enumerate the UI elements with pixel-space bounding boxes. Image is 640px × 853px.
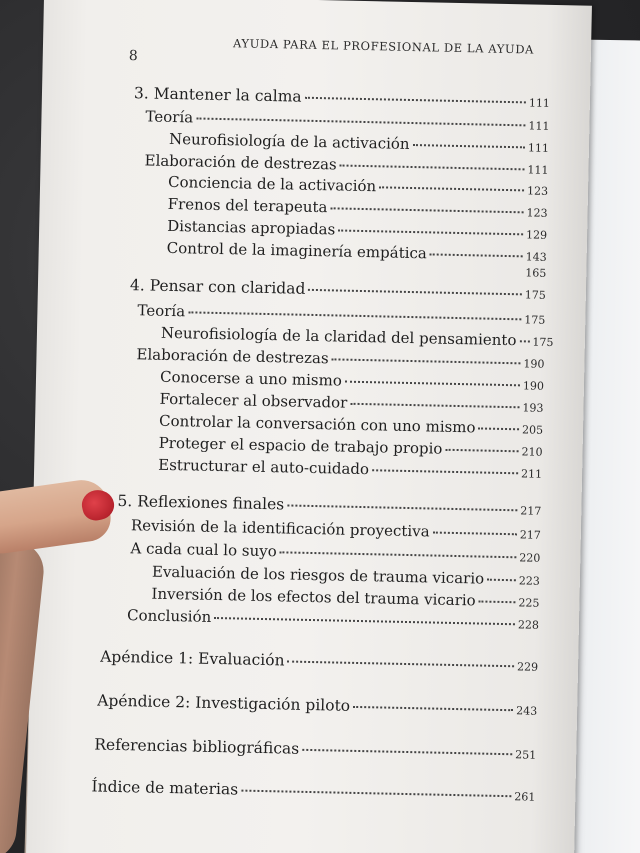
- toc-leader-dots: [350, 402, 519, 409]
- toc-entry-page: 123: [526, 206, 548, 220]
- toc-entry-page: 220: [519, 551, 541, 565]
- toc-entry-page: 111: [527, 141, 550, 155]
- toc-entry-references: [94, 735, 536, 762]
- toc-entry-title: Proteger el espacio de trabajo propio: [158, 433, 443, 458]
- toc-entry-title: Apéndice 1: Evaluación: [100, 647, 285, 670]
- toc-entry: [167, 217, 547, 243]
- toc-entry-page: 205: [521, 423, 544, 437]
- toc-entry: [159, 412, 543, 438]
- toc-leader-dots: [340, 163, 525, 170]
- toc-entry-page: 190: [523, 357, 545, 371]
- toc-entry-title: Neurofisiología de la activación: [168, 129, 410, 153]
- toc-entry-title: Frenos del terapeuta: [167, 194, 328, 217]
- toc-leader-dots: [379, 185, 524, 191]
- toc-entry-title: Teoría: [145, 107, 194, 127]
- toc-entry-title: Elaboración de destrezas: [144, 151, 337, 174]
- toc-entry-title: Conclusión: [126, 606, 212, 626]
- toc-leader-dots: [287, 503, 517, 511]
- toc-entry-title: A cada cual lo suyo: [130, 539, 277, 561]
- toc-leader-dots: [188, 310, 521, 320]
- toc-leader-dots: [332, 357, 521, 364]
- toc-entry-page: 143: [525, 250, 547, 264]
- toc-entry: [131, 516, 541, 543]
- toc-entry-page: 251: [515, 748, 537, 762]
- toc-entry: [160, 368, 544, 394]
- toc-entry: [438, 265, 546, 280]
- toc-entry-page: 111: [528, 96, 551, 110]
- toc-leader-dots: [372, 468, 518, 474]
- toc-entry: [151, 585, 539, 611]
- toc-leader-dots: [308, 288, 522, 295]
- toc-leader-dots: [214, 616, 515, 625]
- toc-leader-dots: [196, 116, 525, 126]
- toc-entry-title: 4. Pensar con claridad: [129, 276, 306, 298]
- toc-entry: [159, 390, 543, 416]
- toc-entry-appendix-2: [97, 692, 537, 719]
- toc-entry-page: 175: [532, 335, 554, 350]
- toc-entry-page: 175: [524, 313, 546, 327]
- toc-entry-title: Índice de materias: [91, 777, 239, 799]
- toc-entry-title: Conciencia de la activación: [167, 172, 377, 196]
- toc-entry: [130, 539, 540, 566]
- toc-leader-dots: [330, 206, 523, 213]
- toc-entry-title: Neurofisiología de la claridad del pensamiento: [160, 323, 517, 350]
- toc-entry-page: 190: [522, 379, 545, 393]
- toc-leader-dots: [433, 531, 517, 536]
- toc-entry-page: 211: [520, 467, 543, 481]
- toc-entry: [159, 434, 543, 460]
- toc-entry-title: Inversión de los efectos del trauma vicario: [151, 584, 476, 610]
- toc-entry-page: 123: [526, 184, 549, 198]
- toc-entry: [167, 239, 547, 265]
- toc-entry-page: 223: [518, 574, 541, 588]
- toc-entry-title: Evaluación de los riesgos de trauma vicario: [151, 562, 485, 588]
- toc-leader-dots: [445, 448, 518, 453]
- toc-entry-title: Teoría: [137, 301, 186, 321]
- toc-entry-chapter-4: [130, 276, 546, 303]
- toc-leader-dots: [302, 748, 512, 755]
- toc-entry-title: Distancias apropiadas: [167, 216, 336, 239]
- toc-entry-appendix-1: [100, 648, 538, 675]
- toc-leader-dots: [338, 228, 523, 235]
- toc-entry-title: 3. Mantener la calma: [133, 84, 302, 106]
- toc-entry-page: 111: [527, 163, 549, 177]
- toc-leader-dots: [345, 380, 520, 387]
- toc-entry-page: 243: [516, 704, 538, 718]
- toc-entry-title: Referencias bibliográficas: [94, 735, 300, 758]
- toc-entry: [168, 173, 548, 199]
- toc-entry: [152, 563, 540, 589]
- toc-leader-dots: [280, 550, 517, 558]
- toc-entry-page: 229: [516, 660, 539, 674]
- toc-entry: [127, 606, 539, 633]
- toc-entry-page: 261: [514, 790, 536, 804]
- toc-entry-index: [91, 777, 535, 804]
- book-page: [26, 0, 592, 853]
- running-head: AYUDA PARA EL PROFESIONAL DE LA AYUDA: [232, 36, 535, 57]
- toc-entry: [158, 456, 542, 482]
- toc-leader-dots: [519, 339, 529, 342]
- toc-leader-dots: [479, 599, 516, 603]
- toc-entry-title: Control de la imaginería empática: [166, 238, 428, 263]
- toc-entry-page: 225: [518, 596, 540, 610]
- toc-entry-page: 165: [525, 266, 547, 280]
- toc-leader-dots: [430, 252, 523, 257]
- toc-entry-page: 210: [521, 445, 543, 459]
- toc-entry: [169, 130, 549, 156]
- toc-entry-title: Conocerse a uno mismo: [159, 367, 343, 390]
- toc-entry-title: Controlar la conversación con uno mismo: [158, 411, 476, 437]
- toc-entry-title: Apéndice 2: Investigación piloto: [97, 691, 351, 715]
- toc-entry-title: Revisión de la identificación proyectiva: [130, 516, 430, 541]
- toc-entry: [160, 323, 554, 350]
- toc-entry-page: 217: [520, 504, 542, 518]
- toc-leader-dots: [478, 426, 519, 430]
- page-number: 8: [128, 48, 138, 65]
- toc-entry-chapter-5: [117, 492, 541, 519]
- toc-leader-dots: [288, 660, 515, 668]
- toc-entry-page: 217: [519, 528, 541, 542]
- toc-entry-title: 5. Reflexiones finales: [117, 491, 285, 514]
- toc-entry: [168, 195, 548, 221]
- toc-leader-dots: [305, 96, 526, 104]
- toc-entry-title: Estructurar el auto-cuidado: [158, 455, 370, 479]
- toc-leader-dots: [353, 705, 513, 711]
- toc-leader-dots: [241, 789, 511, 798]
- toc-entry-title: Elaboración de destrezas: [136, 345, 329, 368]
- toc-entry-page: 111: [528, 119, 550, 133]
- toc-entry-chapter-3: [134, 84, 550, 111]
- toc-entry-page: 228: [517, 618, 540, 632]
- toc-entry-page: 175: [524, 288, 547, 302]
- toc-leader-dots: [413, 143, 525, 148]
- toc-entry-page: 193: [522, 401, 544, 415]
- toc-leader-dots: [487, 578, 516, 582]
- toc-entry-page: 129: [525, 228, 548, 242]
- toc-entry-title: Fortalecer al observador: [159, 389, 348, 412]
